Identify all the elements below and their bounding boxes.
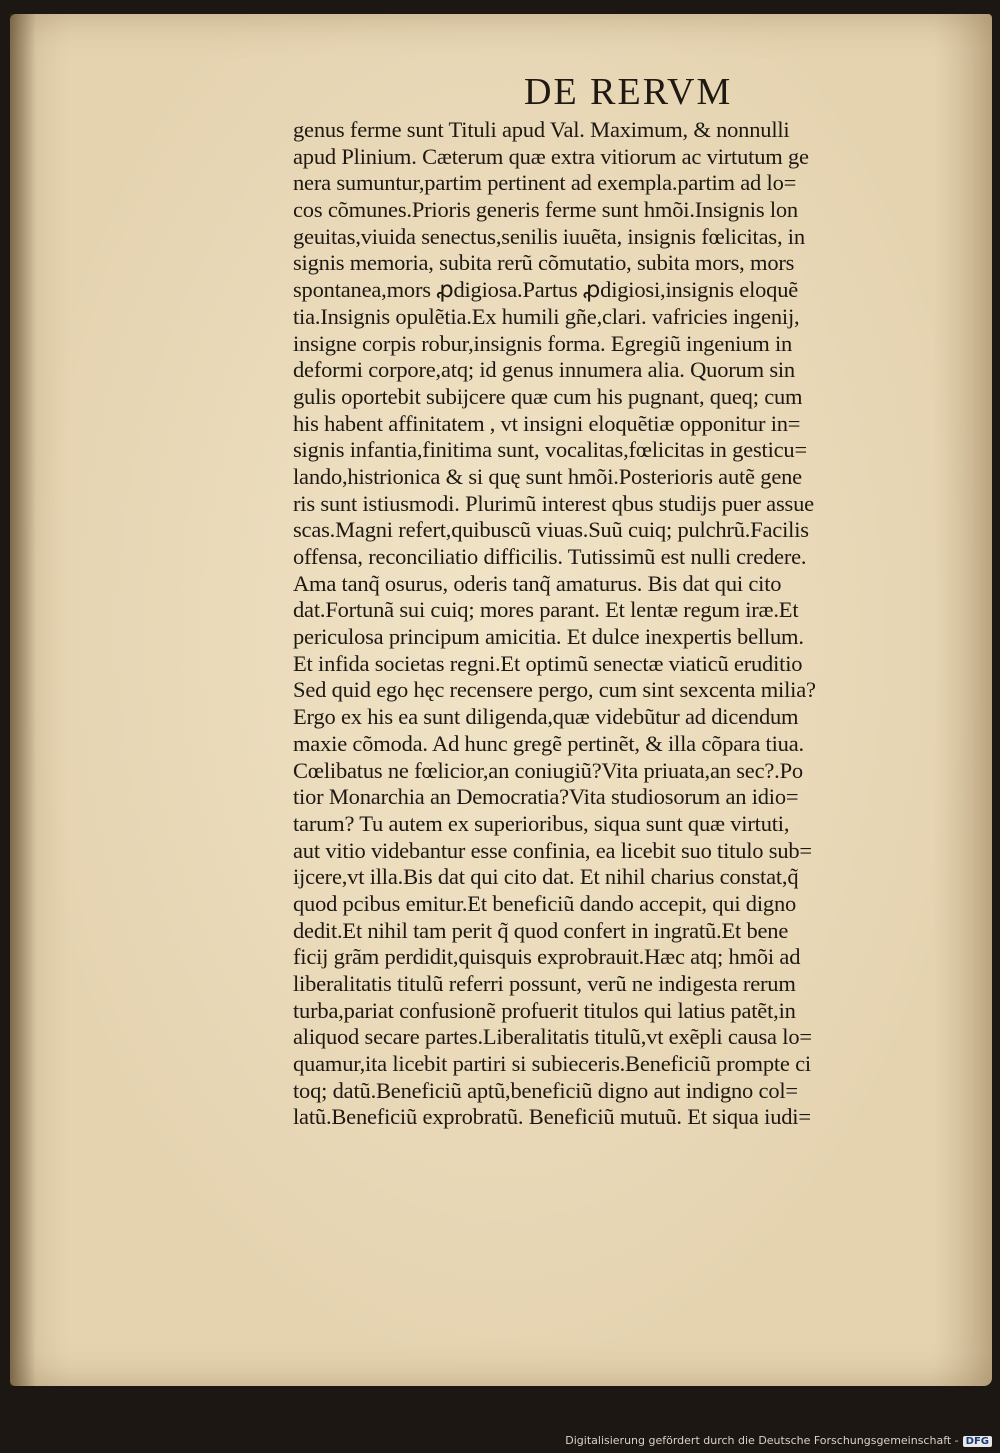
text-line: Ergo ex his ea sunt diligenda,quæ videbũtur ad dicendum bbox=[293, 704, 799, 730]
dfg-logo: DFG bbox=[963, 1436, 992, 1447]
text-line: periculosa principum amicitia. Et dulce inexpertis bellum. bbox=[293, 624, 804, 650]
text-line: tarum? Tu autem ex superioribus, siqua sunt quæ virtuti, bbox=[293, 810, 790, 836]
credit-text: Digitalisierung gefördert durch die Deutsche Forschungsgemeinschaft - bbox=[565, 1434, 959, 1447]
text-line: offensa, reconciliatio difficilis. Tutissimũ est nulli credere. bbox=[293, 544, 807, 569]
text-line: tior Monarchia an Democratia?Vita studiosorum an idio= bbox=[293, 784, 799, 810]
text-line: spontanea,mors ꝓdigiosa.Partus ꝓdigiosi,insignis eloquẽ bbox=[293, 277, 799, 303]
body-text bbox=[293, 117, 933, 1131]
text-line: Sed quid ego hęc recensere pergo, cum sint sexcenta milia? bbox=[293, 677, 816, 703]
text-line: signis infantia,finitima sunt, vocalitas,fœlicitas in gesticu= bbox=[293, 437, 807, 463]
text-line: Ama tanq̃ osurus, oderis tanq̃ amaturus. Bis dat qui cito bbox=[293, 570, 782, 596]
text-line: quod pcibus emitur.Et beneficiũ dando accepit, qui digno bbox=[293, 890, 797, 916]
text-line: aliquod secare partes.Liberalitatis titulũ,vt exẽpli causa lo= bbox=[293, 1024, 812, 1050]
text-line: lando,histrionica & si quę sunt hmõi.Posterioris autẽ gene bbox=[293, 463, 802, 489]
text-line: signis memoria, subita rerũ cõmutatio, subita mors, mors bbox=[293, 250, 795, 276]
text-line: quamur,ita licebit partiri si subieceris.Beneficiũ prompte ci bbox=[293, 1051, 811, 1077]
text-line: ijcere,vt illa.Bis dat qui cito dat. Et nihil charius constat,q̃ bbox=[293, 864, 799, 890]
text-line: ficij grãm perdidit,quisquis exprobrauit.Hæc atq; hmõi ad bbox=[293, 944, 801, 970]
running-title: DE RERVM bbox=[524, 71, 733, 113]
text-line: maxie cõmoda. Ad hunc gregẽ pertinẽt, & illa cõpara tiua. bbox=[293, 730, 804, 756]
text-line: geuitas,viuida senectus,senilis iuuẽta, insignis fœlicitas, in bbox=[293, 223, 805, 249]
text-line: Et infida societas regni.Et optimũ senectæ viaticũ eruditio bbox=[293, 650, 803, 676]
text-line: scas.Magni refert,quibuscũ viuas.Suũ cuiq; pulchrũ.Facilis bbox=[293, 517, 809, 543]
text-line: his habent affinitatem , vt insigni eloquẽtiæ opponitur in= bbox=[293, 410, 801, 436]
text-line: aut vitio videbantur esse confinia, ea licebit suo titulo sub= bbox=[293, 837, 812, 863]
text-line: latũ.Beneficiũ exprobratũ. Beneficiũ mutuũ. Et siqua iudi= bbox=[293, 1104, 811, 1130]
text-line: nera sumuntur,partim pertinent ad exempla.partim ad lo= bbox=[293, 170, 797, 196]
text-line: ris sunt istiusmodi. Plurimũ interest qbus studijs puer assue bbox=[293, 490, 814, 516]
book-page bbox=[10, 14, 992, 1386]
text-line: dat.Fortunã sui cuiq; mores parant. Et lentæ regum iræ.Et bbox=[293, 597, 799, 623]
text-line: cos cõmunes.Prioris generis ferme sunt hmõi.Insignis lon bbox=[293, 197, 798, 223]
text-line: genus ferme sunt Tituli apud Val. Maximum, & nonnulli bbox=[293, 117, 790, 142]
text-line: toq; datũ.Beneficiũ aptũ,beneficiũ digno aut indigno col= bbox=[293, 1077, 798, 1103]
text-line: apud Plinium. Cæterum quæ extra vitiorum ac virtutum ge bbox=[293, 143, 809, 169]
text-line: gulis oportebit subijcere quæ cum his pugnant, queq; cum bbox=[293, 383, 803, 409]
text-line: turba,pariat confusionẽ profuerit titulos qui latius patẽt,in bbox=[293, 997, 796, 1023]
text-line: deformi corpore,atq; id genus innumera alia. Quorum sin bbox=[293, 357, 795, 383]
text-line: Cœlibatus ne fœlicior,an coniugiũ?Vita priuata,an sec?.Po bbox=[293, 757, 803, 783]
page-spine-shadow bbox=[10, 14, 36, 1386]
text-line: liberalitatis titulũ referri possunt, verũ ne indigesta rerum bbox=[293, 971, 796, 996]
text-line: tia.Insignis opulẽtia.Ex humili gñe,clari. vafricies ingenij, bbox=[293, 303, 800, 329]
digitization-credit bbox=[565, 1434, 992, 1447]
text-line: insigne corpis robur,insignis forma. Egregiũ ingenium in bbox=[293, 330, 793, 356]
text-line: dedit.Et nihil tam perit q̃ quod confert in ingratũ.Et bene bbox=[293, 917, 789, 943]
